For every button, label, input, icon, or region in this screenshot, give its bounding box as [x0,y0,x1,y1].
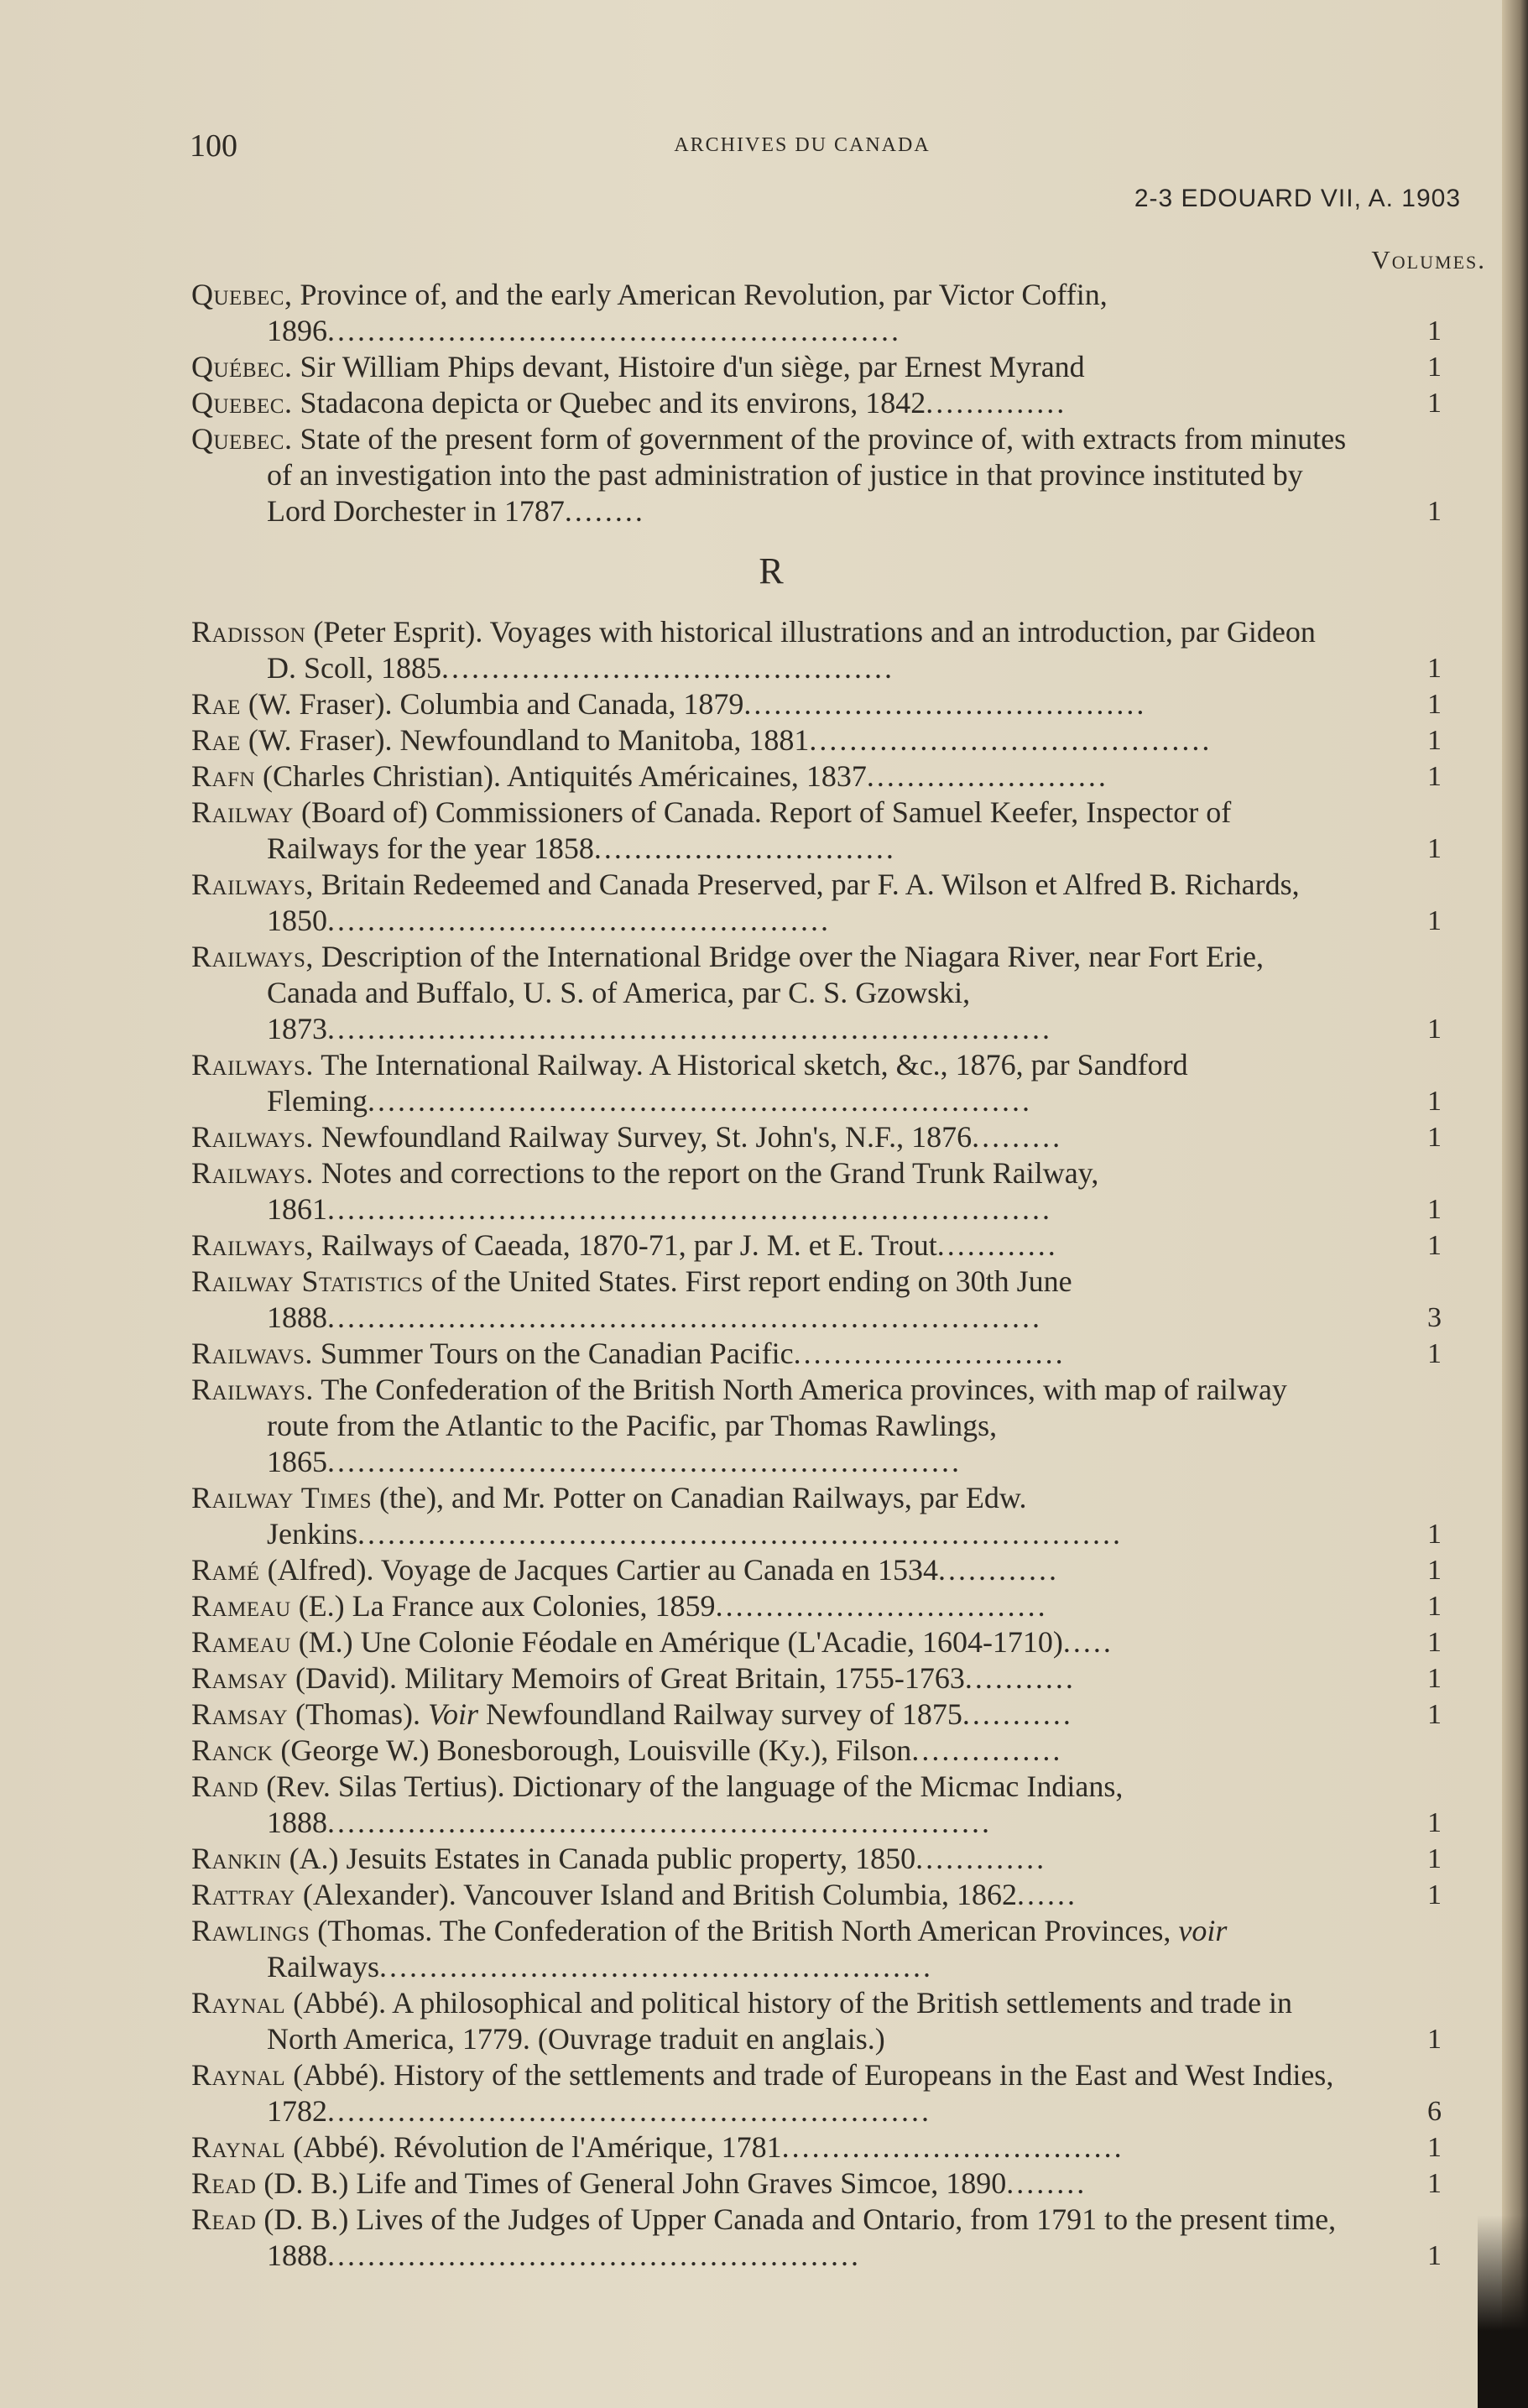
page-number: 100 [190,128,237,164]
volumes-column-heading: Volumes. [1371,245,1486,274]
catalogue-entry [191,1119,1442,1155]
entry-heading: Railways, [191,940,314,973]
dot-leader: .................................................................. [368,1084,1033,1118]
dot-leader: .............. [926,386,1067,420]
catalogue-entry [191,867,1442,939]
entry-heading: Rankin [191,1842,282,1875]
dot-leader: ............................................................ [327,2094,931,2128]
entry-heading: Raynal [191,1986,286,2020]
entry-heading: Rawlings [191,1914,310,1947]
entry-heading: Railways, [191,1228,314,1262]
entry-text: (Alfred). Voyage de Jacques Cartier au Canada en 1534 [259,1553,938,1587]
entry-heading: Read [191,2166,257,2200]
volume-count: 1 [1427,761,1442,792]
dot-leader: .................................................. [327,904,831,937]
entry-heading: Rameau [191,1625,291,1659]
entry-text: The International Railway. A Historical sketch, &c., 1876, par Sandford Fleming [267,1048,1188,1118]
catalogue-entry [191,795,1442,867]
entries-before-section [191,277,1442,529]
dot-leader: ................................. [715,1589,1048,1623]
catalogue-entry [191,758,1442,795]
volume-count: 1 [1427,2168,1442,2199]
entry-text: Summer Tours on the Canadian Pacific [312,1337,794,1370]
entry-heading: Rae [191,687,241,721]
entry-text: (M.) Une Colonie Féodale en Amérique (L'Acadie, 1604-1710) [290,1625,1063,1659]
entry-text: (E.) La France aux Colonies, 1859 [290,1589,716,1623]
entry-heading: Raynal [191,2130,286,2164]
entry-text: Newfoundland Railway Survey, St. John's, N.F., 1876 [313,1120,973,1154]
catalogue-entry [191,722,1442,758]
volume-count: 1 [1427,352,1442,383]
entry-heading: Québec. [191,350,293,383]
catalogue-entry [191,1480,1442,1552]
entry-text: Stadacona depicta or Quebec and its environs, 1842 [292,386,926,420]
volume-count: 1 [1427,1122,1442,1153]
dot-leader: ........ [564,494,645,528]
catalogue-entry [191,1552,1442,1588]
entry-text-continued: Railways [267,1950,379,1983]
dot-leader: ............................................................... [327,1445,962,1478]
entry-text: (D. B.) Lives of the Judges of Upper Canada and Ontario, from 1791 to the present time, 1888 [256,2202,1337,2272]
dot-leader: ..... [1062,1625,1113,1659]
volume-count: 1 [1427,905,1442,936]
volume-count: 1 [1427,1627,1442,1658]
catalogue-entry [191,1227,1442,1264]
volume-count: 1 [1427,1086,1442,1117]
entry-heading: Quebec. [191,386,293,420]
volume-count: 1 [1427,653,1442,684]
entry-text: Description of the International Bridge over the Niagara River, near Fort Erie, Canada and Buffalo, U. S. of America, par C. S. Gzowski, 1873 [267,940,1265,1045]
entry-text: (Abbé). Révolution de l'Amérique, 1781 [285,2130,782,2164]
volume-count: 1 [1427,496,1442,527]
entry-text: (the), and Mr. Potter on Canadian Railways, par Edw. Jenkins [267,1481,1027,1551]
section-letter: R [759,550,784,592]
dot-leader: ....................................................... [378,1950,933,1983]
entry-heading: Railway [191,795,294,829]
entry-text-continued: Newfoundland Railway survey of 1875 [478,1697,962,1731]
entry-heading: Railways. [191,1120,314,1154]
entry-heading: Quebec. [191,422,293,456]
dot-leader: ........................... [793,1337,1066,1370]
catalogue-entry [191,1769,1442,1841]
volume-count: 1 [1427,2132,1442,2163]
catalogue-entry [191,1264,1442,1336]
catalogue-entry [191,2166,1442,2202]
entry-text: Notes and corrections to the report on the Grand Trunk Railway, 1861 [267,1156,1099,1226]
dot-leader: ........................................................................ [327,1192,1052,1226]
catalogue-entry [191,1733,1442,1769]
dot-leader: ........................ [866,759,1108,793]
entry-heading: Rand [191,1770,259,1803]
entry-heading: Railways. [191,1373,314,1406]
catalogue-entry [191,1372,1442,1480]
volume-count: 1 [1427,1843,1442,1874]
volume-count: 1 [1427,1555,1442,1586]
entry-heading: Radisson [191,615,306,649]
volume-count: 1 [1427,1699,1442,1730]
catalogue-entry [191,2057,1442,2129]
entry-heading: Rafn [191,759,256,793]
entry-text: Sir William Phips devant, Histoire d'un siège, par Ernest Myrand [292,350,1085,383]
entry-text: The Confederation of the British North America provinces, with map of railway route from the Atlantic to the Pacific, par Thomas Rawlings, 1865 [267,1373,1287,1478]
entry-text: (Abbé). A philosophical and political history of the British settlements and trade in North America, 1779. (Ouvrage traduit en anglais.) [267,1986,1292,2056]
entry-heading: Read [191,2202,257,2236]
volume-count: 1 [1427,1807,1442,1838]
dot-leader: .............................. [593,831,896,865]
entry-text: Railways of Caeada, 1870-71, par J. M. et E. Trout [313,1228,937,1262]
entry-text: of the United States. First report ending on 30th June 1888 [267,1264,1072,1334]
catalogue-entry [191,1624,1442,1660]
dot-leader: ......... [972,1120,1063,1154]
volume-count: 1 [1427,1519,1442,1550]
entries-section-r [191,614,1442,2274]
catalogue-entry [191,1877,1442,1913]
entry-heading: Railways, [191,868,314,901]
entry-text: Province of, and the early American Revolution, par Victor Coffin, 1896 [267,278,1108,347]
dot-leader: .................................................................. [327,1806,992,1839]
catalogue-entry [191,1697,1442,1733]
volume-count: 1 [1427,2024,1442,2055]
entry-text: (D. B.) Life and Times of General John Graves Simcoe, 1890 [256,2166,1007,2200]
entry-text: (George W.) Bonesborough, Louisville (Ky.), Filson [273,1733,912,1767]
volume-count: 1 [1427,1230,1442,1261]
volume-count: 1 [1427,1663,1442,1694]
dot-leader: ........................................................................ [327,1012,1052,1045]
catalogue-entry [191,1047,1442,1119]
volume-count: 1 [1427,1338,1442,1369]
entry-text: State of the present form of government of the province of, with extracts from minutes of an investigation into the past administration of justice in that province instituted by Lord Dorchester in 1787 [267,422,1347,528]
entry-text: (Abbé). History of the settlements and trade of Europeans in the East and West Indies, 1782 [267,2058,1334,2128]
session-label: 2-3 EDOUARD VII, A. 1903 [1134,185,1461,212]
page-edge-shadow [1502,0,1528,2408]
volume-count: 3 [1427,1302,1442,1333]
entry-heading: Railway Times [191,1481,373,1514]
dot-leader: ........ [1006,2166,1087,2200]
entry-text: (Board of) Commissioners of Canada. Report of Samuel Keefer, Inspector of Railways for the year 1858 [267,795,1232,865]
entry-text: Britain Redeemed and Canada Preserved, par F. A. Wilson et Alfred B. Richards, 1850 [267,868,1300,937]
entry-heading: Ranck [191,1733,274,1767]
catalogue-entry [191,1841,1442,1877]
dot-leader: ............ [937,1553,1059,1587]
catalogue-entry [191,2129,1442,2166]
entry-heading: Ramsay [191,1661,289,1695]
entry-text: (A.) Jesuits Estates in Canada public property, 1850 [281,1842,916,1875]
catalogue-entry [191,614,1442,686]
dot-leader: ............... [911,1733,1063,1767]
dot-leader: ......................................................... [327,314,901,347]
dot-leader: ............................................. [441,651,895,685]
dot-leader: ........... [964,1661,1076,1695]
volume-count: 1 [1427,388,1442,419]
entry-heading: Railways. [191,1156,314,1190]
catalogue-entry [191,1588,1442,1624]
catalogue-entry [191,385,1442,421]
catalogue-entry [191,1660,1442,1697]
catalogue-entry [191,421,1442,529]
dot-leader: ............. [915,1842,1047,1875]
dot-leader: ........................................ [743,687,1147,721]
volume-count: 1 [1427,315,1442,347]
catalogue-entry [191,939,1442,1047]
catalogue-entry [191,1336,1442,1372]
catalogue-entry [191,349,1442,385]
dot-leader: ..................................................... [327,2239,861,2272]
entry-heading: Ramsay [191,1697,289,1731]
entry-text: (W. Fraser). Newfoundland to Manitoba, 1881 [240,723,810,757]
volume-count: 1 [1427,1194,1442,1225]
entry-heading: Quebec, [191,278,293,311]
entry-heading: Railwavs. [191,1337,313,1370]
entry-text: (Rev. Silas Tertius). Dictionary of the language of the Micmac Indians, 1888 [258,1770,1124,1839]
catalogue-entries [191,277,1442,2274]
entry-text: (W. Fraser). Columbia and Canada, 1879 [240,687,744,721]
dot-leader: ...... [1016,1878,1077,1911]
volume-count: 6 [1427,2096,1442,2127]
volume-count: 1 [1427,689,1442,720]
catalogue-entry [191,277,1442,349]
entry-italic: voir [1178,1914,1228,1947]
entry-italic: Voir [427,1697,478,1731]
volume-count: 1 [1427,2240,1442,2271]
entry-heading: Railway Statistics [191,1264,424,1298]
entry-text: (Peter Esprit). Voyages with historical illustrations and an introduction, par Gideon D. Scoll, 1885 [267,615,1316,685]
entry-text: (David). Military Memoirs of Great Britain, 1755-1763 [288,1661,965,1695]
entry-heading: Rattray [191,1878,295,1911]
volume-count: 1 [1427,725,1442,756]
entry-heading: Railways. [191,1048,314,1082]
dot-leader: ........................................ [809,723,1212,757]
volume-count: 1 [1427,833,1442,864]
catalogue-entry [191,1985,1442,2057]
volume-count: 1 [1427,1014,1442,1045]
page-corner-shadow [1478,2215,1528,2408]
dot-leader: ........... [962,1697,1073,1731]
dot-leader: ............................................................................ [357,1517,1123,1551]
entry-heading: Rameau [191,1589,291,1623]
volume-count: 1 [1427,1879,1442,1910]
dot-leader: .................................. [781,2130,1124,2164]
dot-leader: ....................................................................... [327,1300,1042,1334]
entry-text: (Thomas). [288,1697,428,1731]
entry-text: (Alexander). Vancouver Island and British Columbia, 1862 [295,1878,1017,1911]
catalogue-entry [191,2202,1442,2274]
entry-heading: Ramé [191,1553,260,1587]
entry-heading: Rae [191,723,241,757]
entry-heading: Raynal [191,2058,286,2092]
catalogue-entry [191,1155,1442,1227]
volume-count: 1 [1427,1591,1442,1622]
running-head [190,128,1465,169]
entry-text: (Charles Christian). Antiquités Américaines, 1837 [255,759,867,793]
entry-text: (Thomas. The Confederation of the British North American Provinces, [310,1914,1179,1947]
catalogue-entry [191,686,1442,722]
catalogue-entry [191,1913,1442,1985]
dot-leader: ............ [936,1228,1058,1262]
archive-title: ARCHIVES DU CANADA [674,134,931,156]
